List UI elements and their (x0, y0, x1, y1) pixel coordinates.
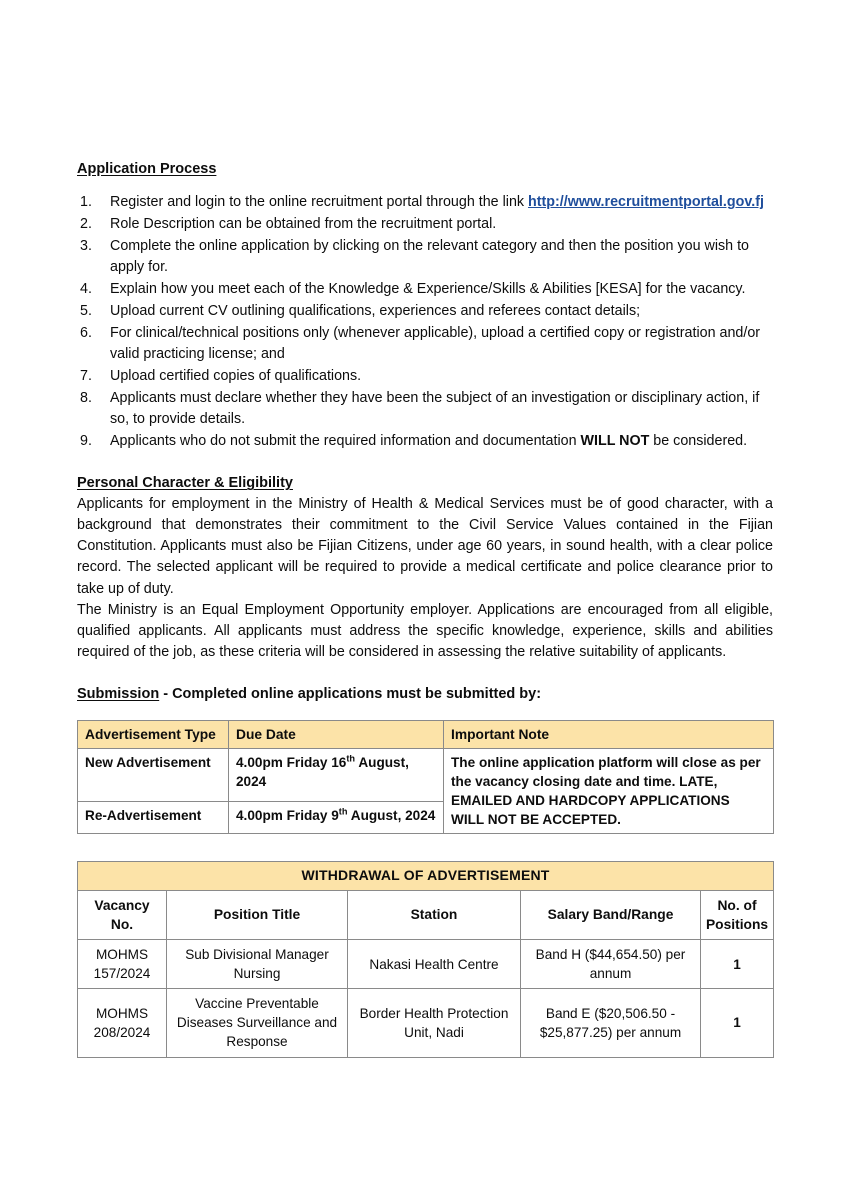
list-item-text: Applicants must declare whether they have been the subject of an investigation or disciplinary action, if so, to provide details. (110, 390, 760, 428)
column-header-due-date: Due Date (229, 720, 444, 748)
cell-position-title: Sub Divisional Manager Nursing (167, 940, 348, 989)
list-item-emphasis: WILL NOT (580, 433, 650, 450)
list-item (77, 214, 773, 235)
cell-no-of-positions: 1 (701, 940, 774, 989)
list-item-number: 2. (80, 216, 92, 233)
cell-advertisement-type: Re-Advertisement (78, 802, 229, 834)
list-item (77, 192, 773, 213)
list-item-text: Upload certified copies of qualifications. (110, 368, 362, 385)
list-item-number: 6. (80, 325, 92, 342)
cell-due-date (229, 802, 444, 834)
list-item (77, 366, 773, 387)
column-header-advertisement-type: Advertisement Type (78, 720, 229, 748)
table-row (78, 989, 774, 1057)
withdrawal-title-row (78, 862, 774, 891)
due-date-prefix: 4.00pm Friday 16 (236, 755, 347, 770)
submission-heading-rest: - Completed online applications must be submitted by: (159, 685, 542, 702)
list-item (77, 236, 773, 278)
cell-due-date (229, 749, 444, 802)
personal-character-paragraph-2: The Ministry is an Equal Employment Opportunity employer. Applications are encouraged from all eligible, qualified applicants. All applicants must address the specific knowledge, experience, skills and abilities required of the job, as these criteria will be considered in assessing the relative suitability of applicants. (77, 601, 773, 660)
section-heading-application-process: Application Process (77, 161, 217, 177)
list-item-text: Complete the online application by clicking on the relevant category and then the position you wish to apply for. (110, 238, 749, 276)
list-item-text: Register and login to the online recruitment portal through the link (110, 194, 529, 211)
cell-no-of-positions: 1 (701, 989, 774, 1057)
section-heading-personal-character: Personal Character & Eligibility (77, 475, 293, 492)
list-item-number: 1. (80, 194, 92, 211)
list-item-number: 4. (80, 281, 92, 298)
list-item-text: Upload current CV outlining qualifications, experiences and referees contact details; (110, 303, 641, 320)
cell-vacancy-no: MOHMS 208/2024 (78, 989, 167, 1057)
withdrawal-table (77, 861, 774, 1057)
list-item-text: Role Description can be obtained from the recruitment portal. (110, 216, 497, 233)
due-date-suffix: August, 2024 (347, 808, 436, 824)
list-item (77, 388, 773, 430)
list-item-number: 5. (80, 303, 92, 320)
cell-salary: Band H ($44,654.50) per annum (521, 940, 701, 989)
list-item-text: For clinical/technical positions only (whenever applicable), upload a certified copy or registration and/or valid practicing license; and (110, 325, 761, 363)
list-item-text: Applicants who do not submit the required information and documentation (110, 433, 581, 450)
due-date-ordinal: th (338, 806, 348, 817)
due-date-ordinal: th (346, 753, 356, 764)
table-row (78, 749, 774, 802)
due-date-suffix: August, 2024 (236, 755, 409, 790)
withdrawal-table-title: WITHDRAWAL OF ADVERTISEMENT (78, 862, 774, 891)
table-header-row (78, 720, 774, 748)
due-date-prefix: 4.00pm Friday 9 (236, 808, 339, 824)
application-process-list (77, 192, 773, 452)
submission-label: Submission (77, 685, 160, 702)
column-header-salary-band-range: Salary Band/Range (521, 890, 701, 940)
personal-character-paragraph-1: Applicants for employment in the Ministry of Health & Medical Services must be of good character, with a background that demonstrates their commitment to the Civil Service Values contained in the Fijian Constitution. Applicants must also be Fijian Citizens, under age 60 years, in sound health, with a clear police record. The selected applicant will be required to provide a medical certificate and police clearance prior to take up of duty. (77, 496, 773, 597)
cell-position-title: Vaccine Preventable Diseases Surveillance and Response (167, 989, 348, 1057)
list-item (77, 301, 773, 322)
column-header-station: Station (348, 890, 521, 940)
list-item (77, 279, 773, 300)
column-header-no-of-positions: No. of Positions (701, 890, 774, 940)
column-header-important-note: Important Note (444, 720, 774, 748)
cell-advertisement-type: New Advertisement (78, 749, 229, 802)
section-heading-submission (77, 685, 773, 703)
column-header-vacancy-no: Vacancy No. (78, 890, 167, 940)
column-header-position-title: Position Title (167, 890, 348, 940)
list-item-number: 7. (80, 368, 92, 385)
list-item-number: 9. (80, 433, 92, 450)
list-item-text: Explain how you meet each of the Knowledge & Experience/Skills & Abilities [KESA] for the vacancy. (110, 281, 746, 298)
cell-important-note: The online application platform will close as per the vacancy closing date and time. LATE, EMAILED AND HARDCOPY APPLICATIONS WILL NOT BE ACCEPTED. (444, 749, 774, 834)
list-item-number: 3. (80, 238, 92, 255)
cell-station: Nakasi Health Centre (348, 940, 521, 989)
submission-table (77, 720, 774, 834)
document-body (77, 160, 773, 1058)
cell-station: Border Health Protection Unit, Nadi (348, 989, 521, 1057)
recruitment-portal-link[interactable]: http://www.recruitmentportal.gov.fj (528, 194, 764, 211)
table-header-row (78, 890, 774, 940)
list-item-number: 8. (80, 390, 92, 407)
cell-vacancy-no: MOHMS 157/2024 (78, 940, 167, 989)
table-row (78, 940, 774, 989)
list-item-text-tail: be considered. (649, 433, 748, 450)
cell-salary: Band E ($20,506.50 - $25,877.25) per annum (521, 989, 701, 1057)
list-item (77, 323, 773, 365)
list-item (77, 431, 773, 452)
